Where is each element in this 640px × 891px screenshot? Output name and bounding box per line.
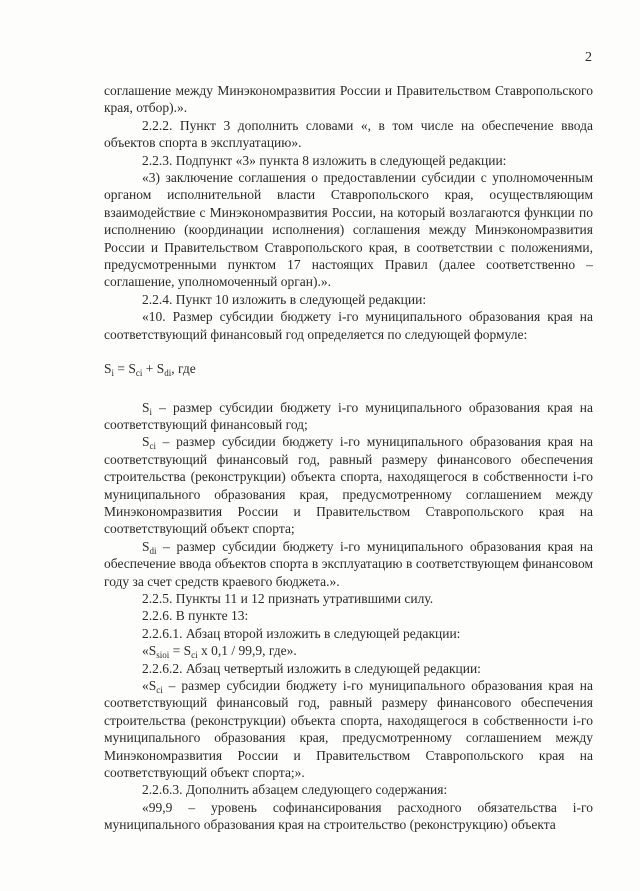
definition-sci: $S_{ci}$ – размер субсидии бюджету i-го муниципального образования края на соответствующий финансовый год, равный размеру финансового обеспечения строительства (реконструкции) объекта спорта, находящегося в собственности i-го муниципального образования края, предусмотренному соглашением между Минэкономразвития России и Правительством Ставропольского края на соответствующий объект спорта; [104,434,593,537]
paragraph-2-2-4: 2.2.4. Пункт 10 изложить в следующей редакции: [142,291,427,307]
paragraph-2-2-6-2: 2.2.6.2. Абзац четвертый изложить в следующей редакции: [142,660,481,676]
paragraph-2-2-5: 2.2.5. Пункты 11 и 12 признать утратившими силу. [142,590,434,606]
paragraph-cofinancing: «99,9 – уровень софинансирования расходного обязательства i-го муниципального образования края на строительство (реконструкцию) объекта [104,799,593,833]
definition-si: $S_i$ – размер субсидии бюджету i-го муниципального образования края на соответствующий финансовый год; [104,399,593,432]
definition-sci-quoted: «$S_{ci}$ – размер субсидии бюджету i-го муниципального образования края на соответствующий финансовый год, равный размеру финансового обеспечения строительства (реконструкции) объекта спорта, находящегося в собственности i-го муниципального образования края, предусмотренному соглашением между Минэкономразвития России и Правительством Ставропольского края на соответствующий объект спорта;». [104,678,593,781]
document-body [104,82,593,834]
definition-sdi: $S_{di}$ – размер субсидии бюджету i-го муниципального образования края на обеспечение ввода объектов спорта в эксплуатацию в соответствующем финансовом году за счет средств краевого бюджета.». [104,538,593,589]
paragraph-2-2-3: 2.2.3. Подпункт «3» пункта 8 изложить в следующей редакции: [142,152,507,168]
paragraph-subclause-3: «3) заключение соглашения о предоставлении субсидии с уполномоченным органом исполнительной власти Ставропольского края, осуществляющим взаимодействие с Минэкономразвития России, на который возлагаются функции по исполнению (координации исполнения) соглашения между Минэкономразвития России и Правительством Ставропольского края, в соответствии с положениями, предусмотренными пунктом 17 настоящих Правил (далее соответственно – соглашение, уполномоченный орган).». [104,170,593,290]
paragraph-2-2-6: 2.2.6. В пункте 13: [142,608,249,624]
formula-ssioi: «$S_{sioi} = S_{ci}$ х 0,1 / 99,9, где». [142,643,297,661]
paragraph-clause-10: «10. Размер субсидии бюджету i-го муниципального образования края на соответствующий финансовый год определяется по следующей формуле: [104,309,593,342]
paragraph-continuation: соглашение между Минэкономразвития России и Правительством Ставропольского края, отбор).». [104,83,593,116]
formula-si: $S_i = S_{ci} + S_{di}$, где [104,361,196,379]
paragraph-2-2-2: 2.2.2. Пункт 3 дополнить словами «, в том числе на обеспечение ввода объектов спорта в эксплуатацию». [104,117,593,151]
page-number: 2 [585,50,592,65]
paragraph-2-2-6-1: 2.2.6.1. Абзац второй изложить в следующей редакции: [142,625,461,641]
paragraph-2-2-6-3: 2.2.6.3. Дополнить абзацем следующего содержания: [142,782,448,798]
